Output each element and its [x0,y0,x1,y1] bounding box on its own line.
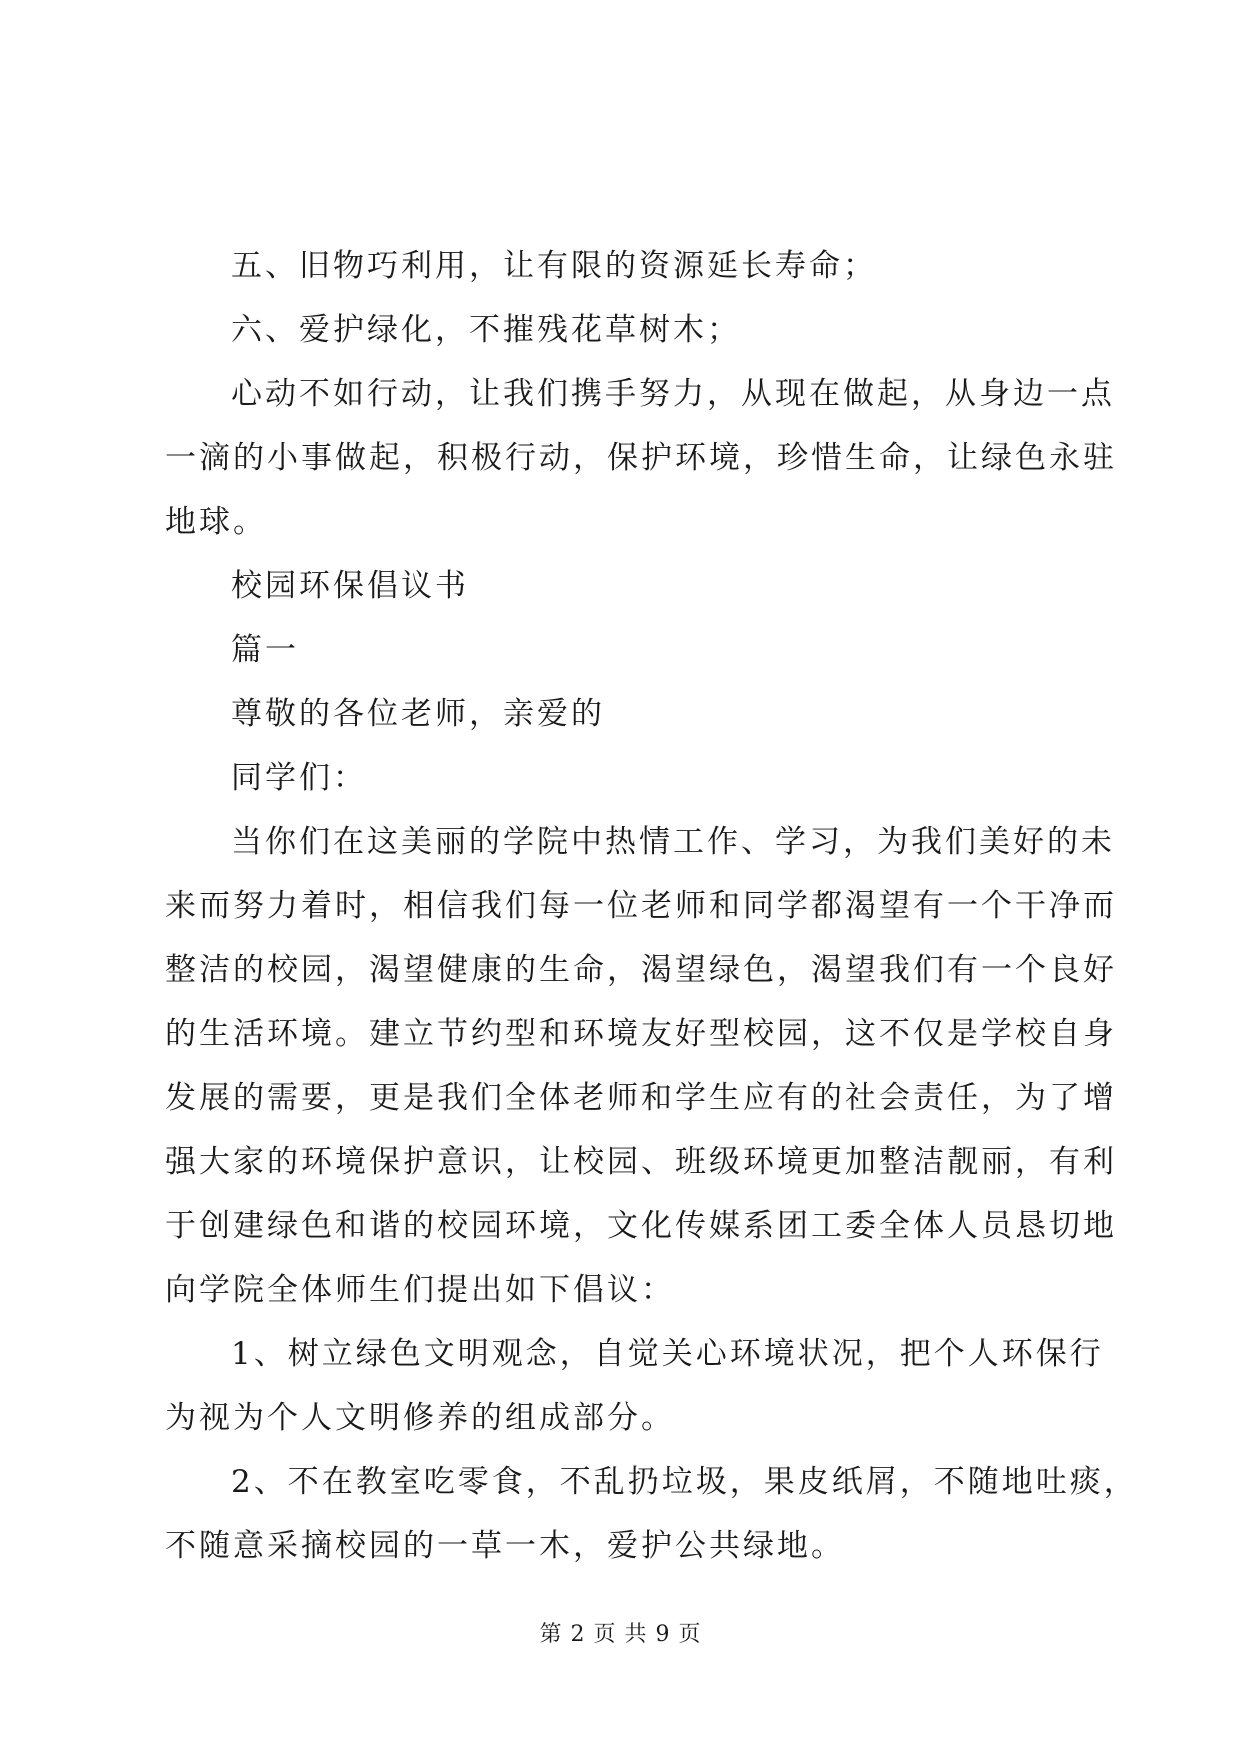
body-line: 整洁的校园，渴望健康的生命，渴望绿色，渴望我们有一个良好 [165,952,1117,988]
body-line: 来而努力着时，相信我们每一位老师和同学都渴望有一个干净而 [165,888,1117,924]
salutation-line: 同学们： [231,760,367,796]
body-line: 心动不如行动，让我们携手努力，从现在做起，从身边一点 [231,376,1115,412]
list-item: 1、树立绿色文明观念，自觉关心环境状况，把个人环保行 [231,1336,1104,1372]
list-item-continuation: 不随意采摘校园的一草一木，爱护公共绿地。 [165,1528,845,1564]
section-title: 校园环保倡议书 [231,568,469,604]
body-line: 五、旧物巧利用，让有限的资源延长寿命； [231,248,877,284]
document-body [165,234,1138,1578]
section-subtitle: 篇一 [231,632,299,668]
body-line: 六、爱护绿化，不摧残花草树木； [231,312,741,348]
body-line: 向学院全体师生们提出如下倡议： [165,1272,675,1308]
list-item-continuation: 为视为个人文明修养的组成部分。 [165,1400,675,1436]
body-line: 发展的需要，更是我们全体老师和学生应有的社会责任，为了增 [165,1080,1117,1116]
body-line: 当你们在这美丽的学院中热情工作、学习，为我们美好的未 [231,824,1115,860]
body-line: 于创建绿色和谐的校园环境，文化传媒系团工委全体人员恳切地 [165,1208,1117,1244]
body-line: 一滴的小事做起，积极行动，保护环境，珍惜生命，让绿色永驻 [165,440,1117,476]
page-number-footer: 第 2 页 共 9 页 [539,1622,702,1647]
body-line: 的生活环境。建立节约型和环境友好型校园，这不仅是学校自身 [165,1016,1117,1052]
body-line: 地球。 [165,504,267,540]
salutation-line: 尊敬的各位老师，亲爱的 [231,696,605,732]
list-item: 2、不在教室吃零食，不乱扔垃圾，果皮纸屑，不随地吐痰， [231,1464,1138,1500]
body-line: 强大家的环境保护意识，让校园、班级环境更加整洁靓丽，有利 [165,1144,1117,1180]
